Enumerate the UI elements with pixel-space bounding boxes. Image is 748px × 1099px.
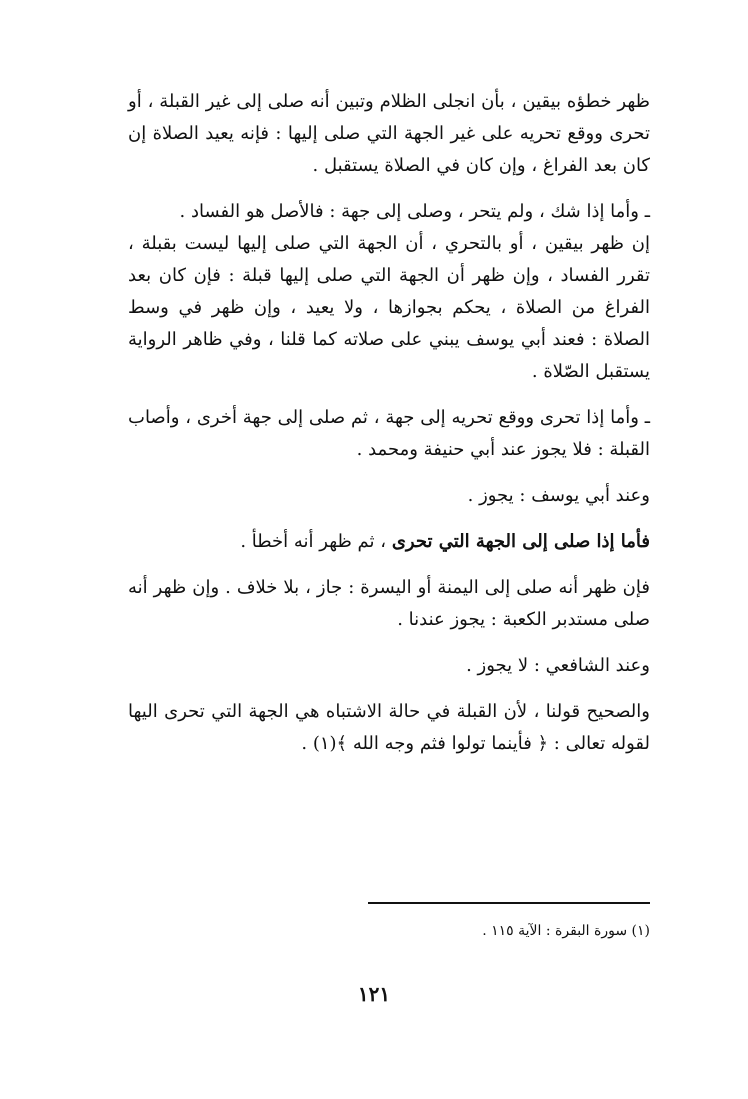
text-line: من الصلاة ، يحكم بجوازها ، ولا يعيد ، وإن ظهر في وسط الصلاة : [128, 297, 650, 350]
paragraph-5 [128, 526, 650, 558]
text-line: تحرى ووقع تحريه على غير الجهة التي صلى إليها : فإنه يعيد الصلاة إن كان [128, 123, 650, 176]
paragraph-8 [128, 696, 650, 760]
text-line: وأصاب القبلة : فلا يجوز عند أبي حنيفة ومحمد . [128, 407, 650, 460]
footnote: (١) سورة البقرة : الآية ١١٥ . [482, 923, 650, 939]
text-line: ـ وأما إذا شك ، ولم يتحر ، وصلى إلى جهة : فالأصل هو الفساد . [179, 201, 650, 222]
page-number: ١٢١ [357, 982, 391, 1006]
text-line: وعند الشافعي : لا يجوز . [466, 655, 650, 676]
text-line: الصّلاة . [531, 361, 590, 382]
footnote-divider [368, 902, 650, 904]
paragraph-7 [128, 650, 650, 682]
main-text [128, 86, 650, 774]
text-line: اليها لقوله تعالى : ﴿ فأينما تولوا فثم وجه الله ﴾(١) . [128, 701, 650, 754]
paragraph-3 [128, 402, 650, 466]
text-line: والصحيح قولنا ، لأن القبلة في حالة الاشتباه هي الجهة التي تحرى [164, 701, 650, 722]
text-line: ظهر خطؤه بيقين ، بأن انجلى الظلام وتبين أنه صلى إلى غير القبلة ، أو [128, 91, 650, 112]
bold-heading: فأما إذا صلى إلى الجهة التي تحرى [391, 531, 650, 552]
text-line: فإن ظهر أنه صلى إلى اليمنة أو اليسرة : جاز ، بلا خلاف . وإن ظهر [153, 577, 650, 598]
text-line: وعند أبي يوسف : يجوز . [467, 485, 650, 506]
paragraph-2 [128, 196, 650, 388]
paragraph-4 [128, 480, 650, 512]
text-line: فعند أبي يوسف يبني على صلاته كما قلنا ، وفي ظاهر الرواية يستقبل [128, 329, 650, 382]
text-line: ، ثم ظهر أنه أخطأ . [240, 531, 387, 552]
text-line: أنه صلى مستدبر الكعبة : يجوز عندنا . [128, 577, 650, 630]
text-line: ـ وأما إذا تحرى ووقع تحريه إلى جهة ، ثم صلى إلى جهة أخرى ، [185, 407, 650, 428]
text-line: بعد الفراغ ، وإن كان في الصلاة يستقبل . [312, 155, 617, 176]
paragraph-6 [128, 572, 650, 636]
text-line: الفساد ، وإن ظهر أن الجهة التي صلى إليها قبلة : فإن كان بعد الفراغ [128, 265, 650, 318]
paragraph-1 [128, 86, 650, 182]
text-line: إن ظهر بيقين ، أو بالتحري ، أن الجهة التي صلى إليها ليست بقبلة ، تقرر [128, 233, 650, 286]
